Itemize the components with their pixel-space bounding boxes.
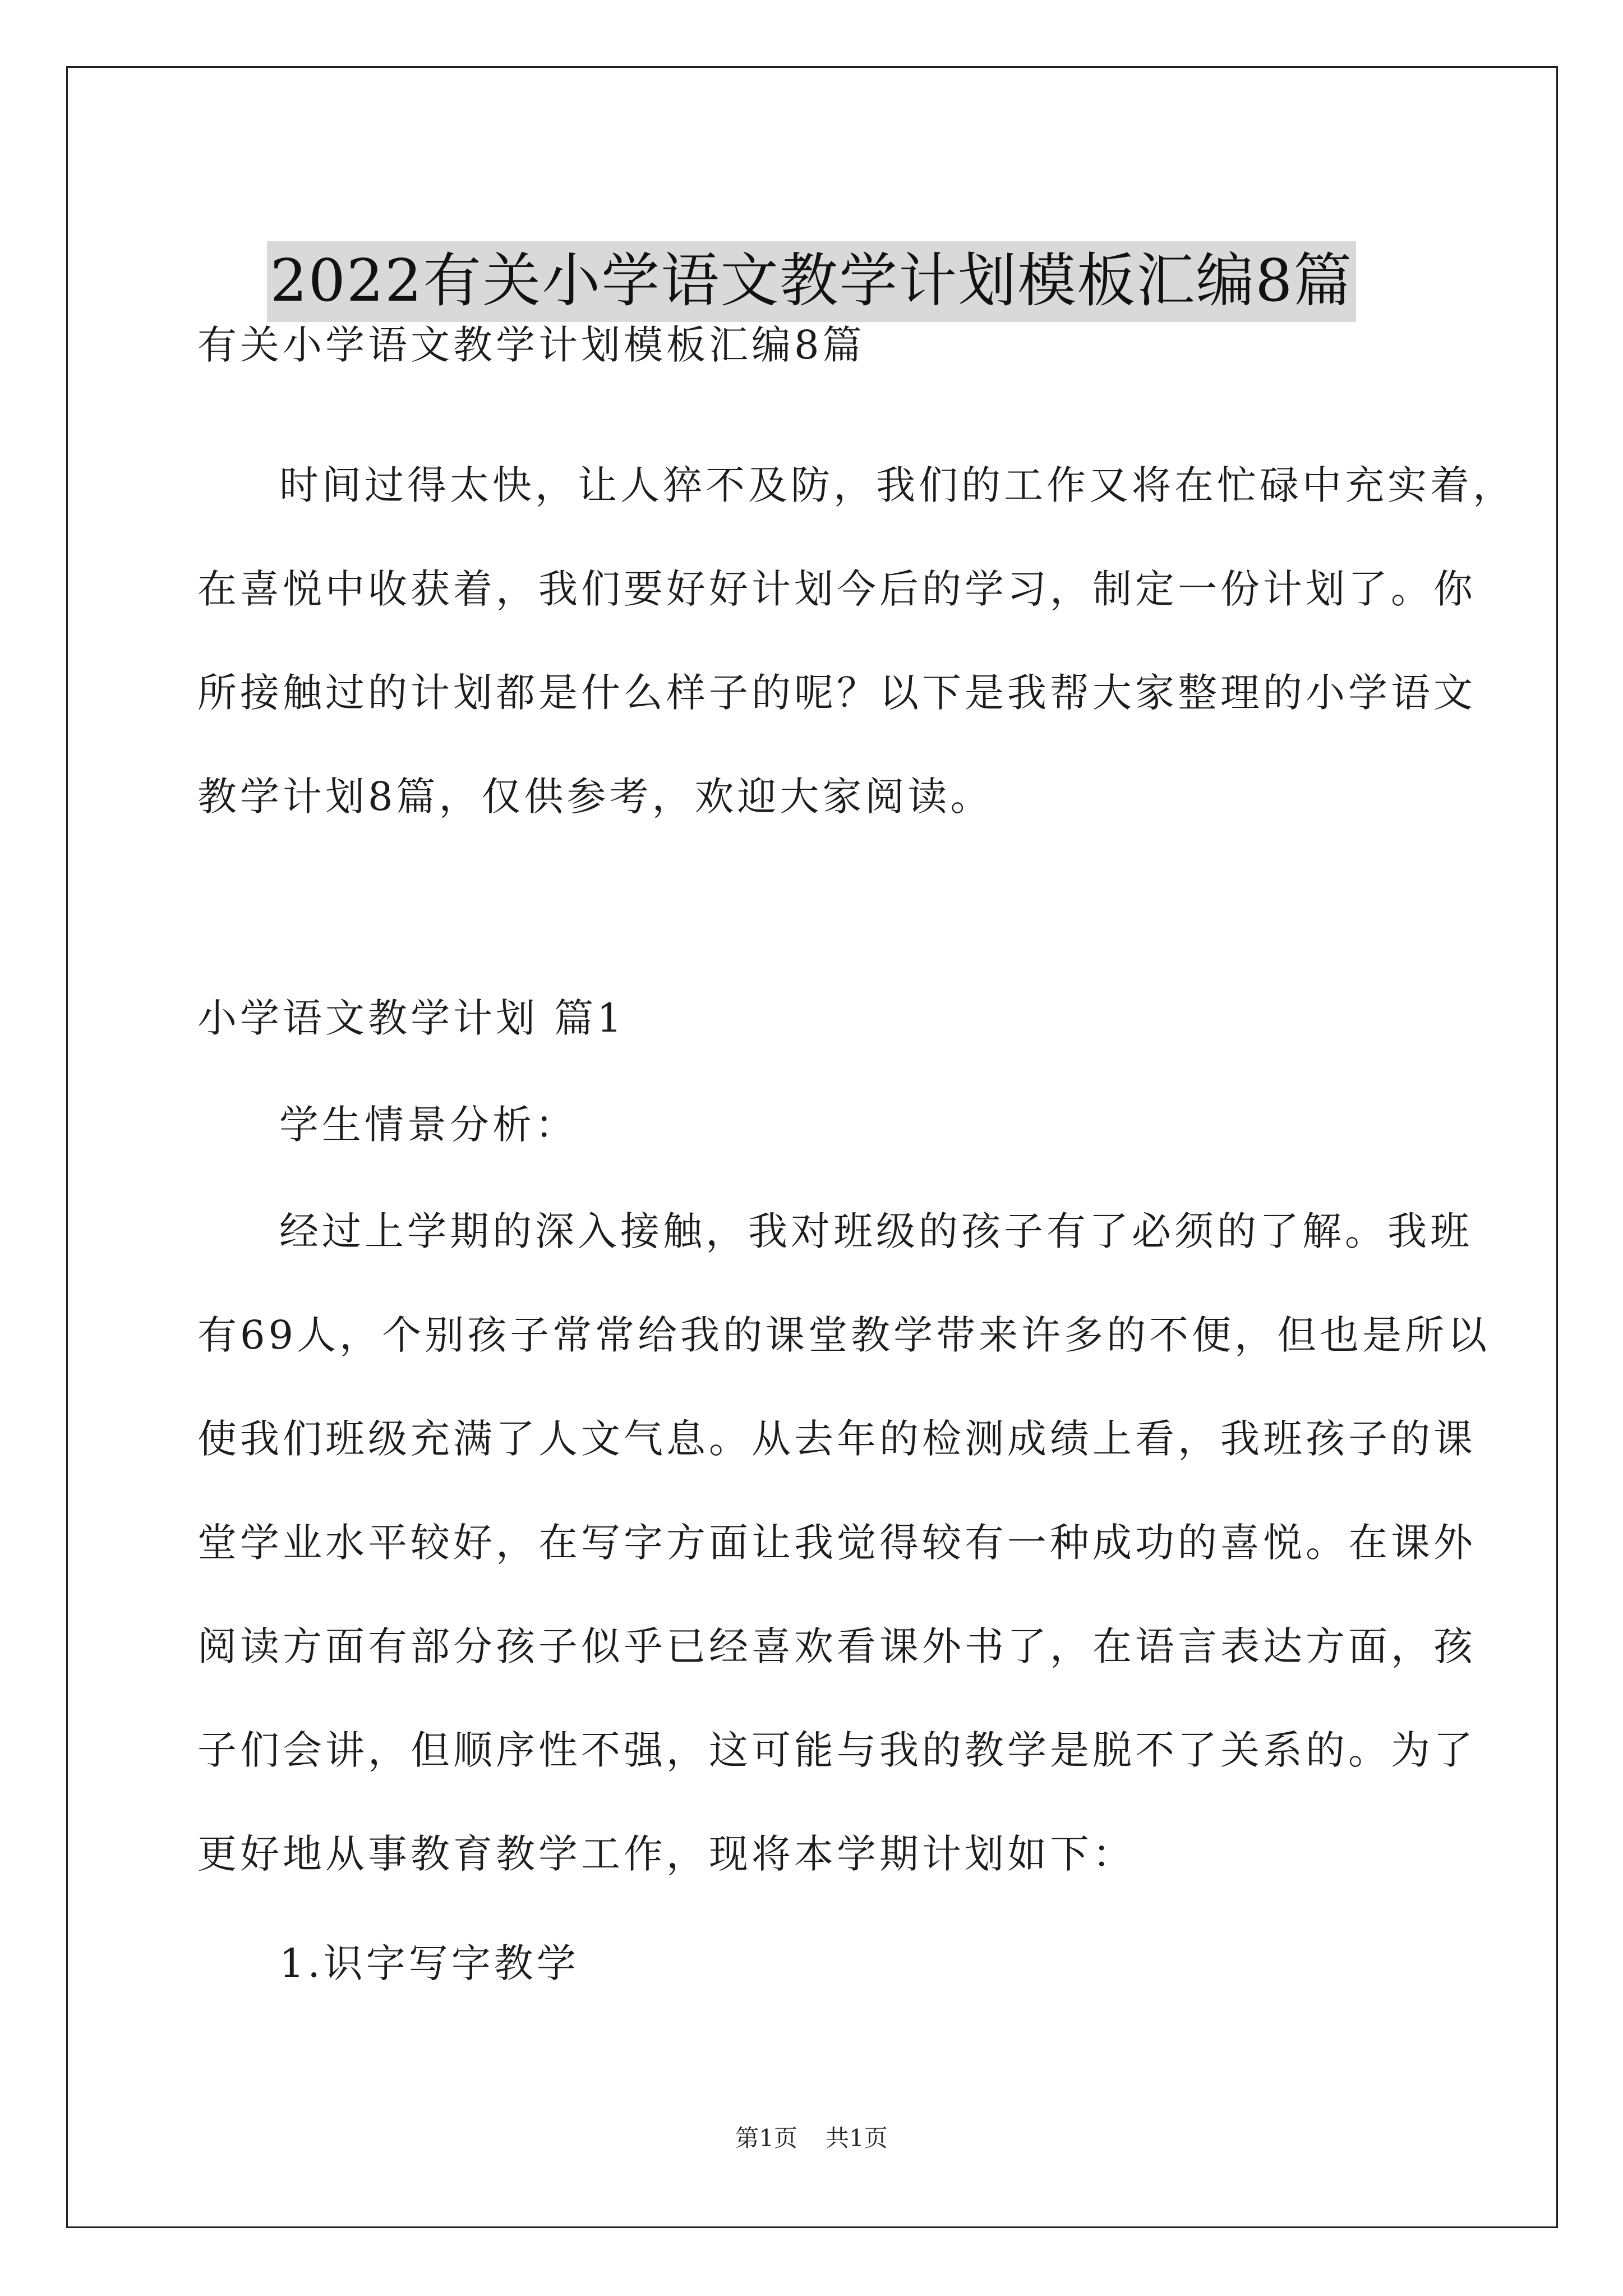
page-footer (0, 2123, 1623, 2154)
body-line-4: 堂学业水平较好，在写字方面让我觉得较有一种成功的喜悦。在课外 (197, 1520, 1476, 1566)
page-total: 共1页 (826, 2124, 888, 2152)
intro-line-2: 在喜悦中收获着，我们要好好计划今后的学习，制定一份计划了。你 (197, 566, 1476, 612)
body-line-1: 经过上学期的深入接触，我对班级的孩子有了必须的了解。我班 (279, 1208, 1473, 1254)
intro-line-4: 教学计划8篇，仅供参考，欢迎大家阅读。 (197, 774, 993, 820)
body-line-2: 有69人，个别孩子常常给我的课堂教学带来许多的不便，但也是所以 (197, 1312, 1491, 1358)
intro-line-1: 时间过得太快，让人猝不及防，我们的工作又将在忙碌中充实着， (279, 462, 1515, 508)
section-heading: 小学语文教学计划 篇1 (197, 995, 625, 1041)
body-line-6: 子们会讲，但顺序性不强，这可能与我的教学是脱不了关系的。为了 (197, 1727, 1476, 1773)
body-line-5: 阅读方面有部分孩子似乎已经喜欢看课外书了，在语言表达方面，孩 (197, 1623, 1476, 1669)
document-title: 2022有关小学语文教学计划模板汇编8篇 (267, 241, 1357, 322)
document-subtitle: 有关小学语文教学计划模板汇编8篇 (197, 322, 865, 368)
list-item: 1.识字写字教学 (279, 1940, 579, 1986)
body-line-7: 更好地从事教育教学工作，现将本学期计划如下： (197, 1831, 1135, 1877)
body-line-3: 使我们班级充满了人文气息。从去年的检测成绩上看，我班孩子的课 (197, 1416, 1476, 1462)
page-number: 第1页 (735, 2124, 797, 2152)
subsection-heading: 学生情景分析： (279, 1102, 578, 1148)
intro-line-3: 所接触过的计划都是什么样子的呢？以下是我帮大家整理的小学语文 (197, 670, 1476, 716)
